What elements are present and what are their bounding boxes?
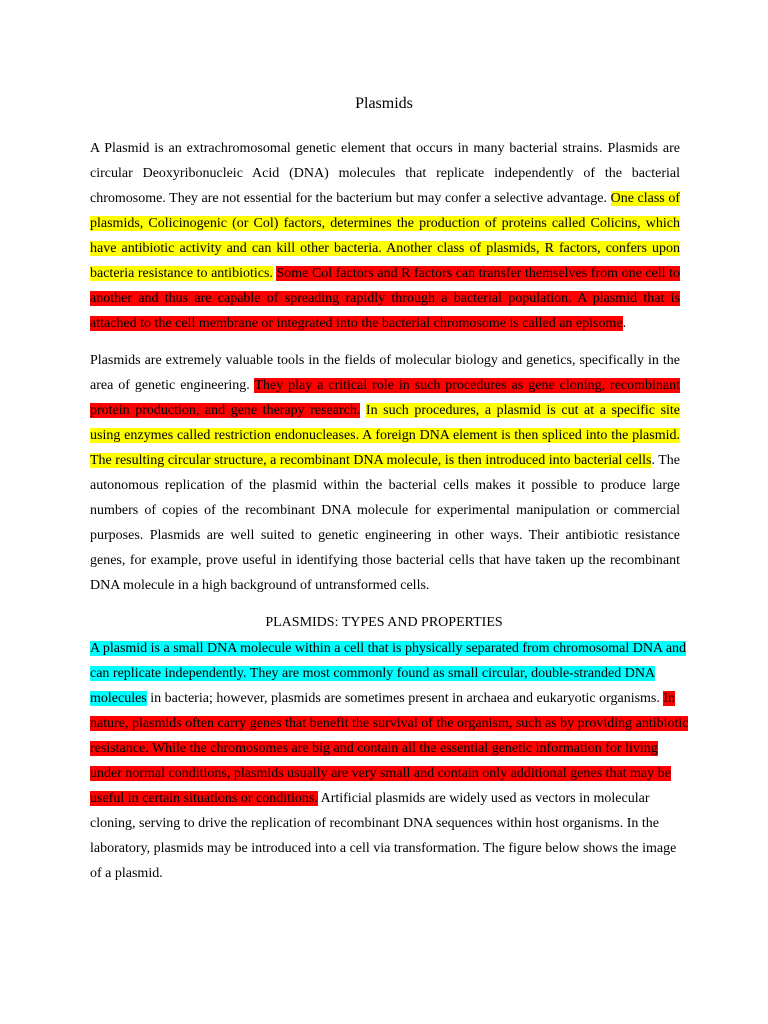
p1-highlight-red: Some Col factors and R factors can transfer themselves from one cell to another and thus are capable of spreading rapidly through a bacterial population. A plasmid that is attached to the cell membrane or integrated into the bacterial chromosome is called an episome <box>90 266 681 331</box>
p3-text-2: Artificial plasmids are widely used as vectors in molecular cloning, serving to drive the replication of recombinant DNA sequences within host organisms. In the laboratory, plasmids may be introduced into a cell via transformation. The figure below shows the image of a plasmid. <box>90 791 677 881</box>
p2-highlight-red: They play a critical role in such procedures as gene cloning, recombinant protein production, and gene therapy research. <box>90 378 681 418</box>
p2-highlight-yellow: In such procedures, a plasmid is cut at a specific site using enzymes called restriction endonucleases. A foreign DNA element is then spliced into the plasmid. The resulting circular structure, a recombinant DNA molecule, is then introduced into bacterial cells <box>90 403 681 468</box>
paragraph-3 <box>90 636 690 886</box>
p3-text-1: in bacteria; however, plasmids are sometimes present in archaea and eukaryotic organisms. <box>146 691 664 706</box>
p1-highlight-yellow: One class of plasmids, Colicinogenic (or Col) factors, determines the production of proteins called Colicins, which have antibiotic activity and can kill other bacteria. Another class of plasmids, R factors, confers upon bacteria resistance to antibiotics. <box>90 191 681 281</box>
p3-highlight-cyan: A plasmid is a small DNA molecule within a cell that is physically separated from chromosomal DNA and can replicate independently. They are most commonly found as small circular, double-stranded DNA molecules <box>90 641 687 706</box>
section-subheading: PLASMIDS: TYPES AND PROPERTIES <box>265 615 503 630</box>
paragraph-1 <box>90 136 680 336</box>
paragraph-2 <box>90 348 680 598</box>
p1-text-3: . <box>622 316 627 331</box>
p2-text-1: Plasmids are extremely valuable tools in the fields of molecular biology and genetics, specifically in the area of genetic engineering. <box>90 353 680 393</box>
p3-highlight-red: In nature, plasmids often carry genes that benefit the survival of the organism, such as by providing antibiotic resistance. While the chromosomes are big and contain all the essential genetic information for living under normal conditions, plasmids usually are very small and contain only additional genes that may be useful in certain situations or conditions. <box>90 691 689 806</box>
p2-text-3: . The autonomous replication of the plasmid within the bacterial cells makes it possible to produce large numbers of copies of the recombinant DNA molecule for experimental manipulation or commercial purposes. Plasmids are well suited to genetic engineering in other ways. Their antibiotic resistance genes, for example, prove useful in identifying those bacterial cells that have taken up the recombinant DNA molecule in a high background of untransformed cells. <box>90 453 680 593</box>
document-title: Plasmids <box>355 95 413 112</box>
p1-text-1: A Plasmid is an extrachromosomal genetic element that occurs in many bacterial strains. Plasmids are circular Deoxyribonucleic Acid (DNA) molecules that replicate independently of the bacterial chromosome. They are not essential for the bacterium but may confer a selective advantage. <box>90 141 680 206</box>
